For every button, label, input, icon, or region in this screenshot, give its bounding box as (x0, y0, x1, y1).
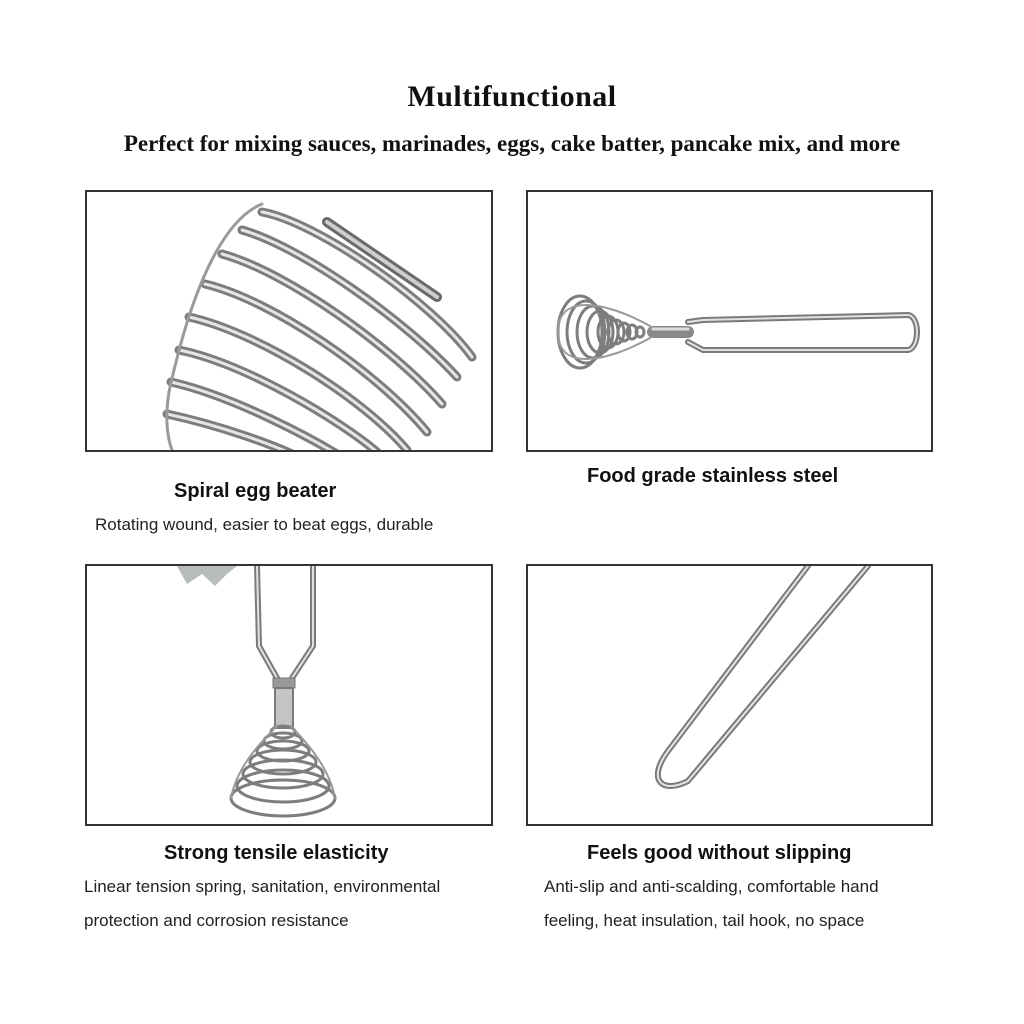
feature-heading-elasticity: Strong tensile elasticity (164, 842, 389, 864)
feature-text-elasticity-2: protection and corrosion resistance (84, 911, 349, 930)
feature-heading-spiral: Spiral egg beater (174, 480, 337, 502)
page-title: Multifunctional (407, 80, 617, 113)
spiral-coil-image (85, 190, 493, 452)
feature-text-grip-1: Anti-slip and anti-scalding, comfortable hand (544, 877, 879, 896)
feature-text-elasticity-1: Linear tension spring, sanitation, environmental (84, 877, 441, 896)
feature-heading-grip: Feels good without slipping (587, 842, 852, 864)
wire-handle-image (526, 564, 933, 826)
feature-heading-steel: Food grade stainless steel (587, 465, 839, 487)
page-subtitle: Perfect for mixing sauces, marinades, eggs, cake batter, pancake mix, and more (123, 131, 901, 156)
whisk-side-image (526, 190, 933, 452)
spring-head-image (85, 564, 493, 826)
feature-text-grip-2: feeling, heat insulation, tail hook, no space (544, 911, 865, 930)
feature-text-spiral: Rotating wound, easier to beat eggs, durable (95, 515, 434, 534)
